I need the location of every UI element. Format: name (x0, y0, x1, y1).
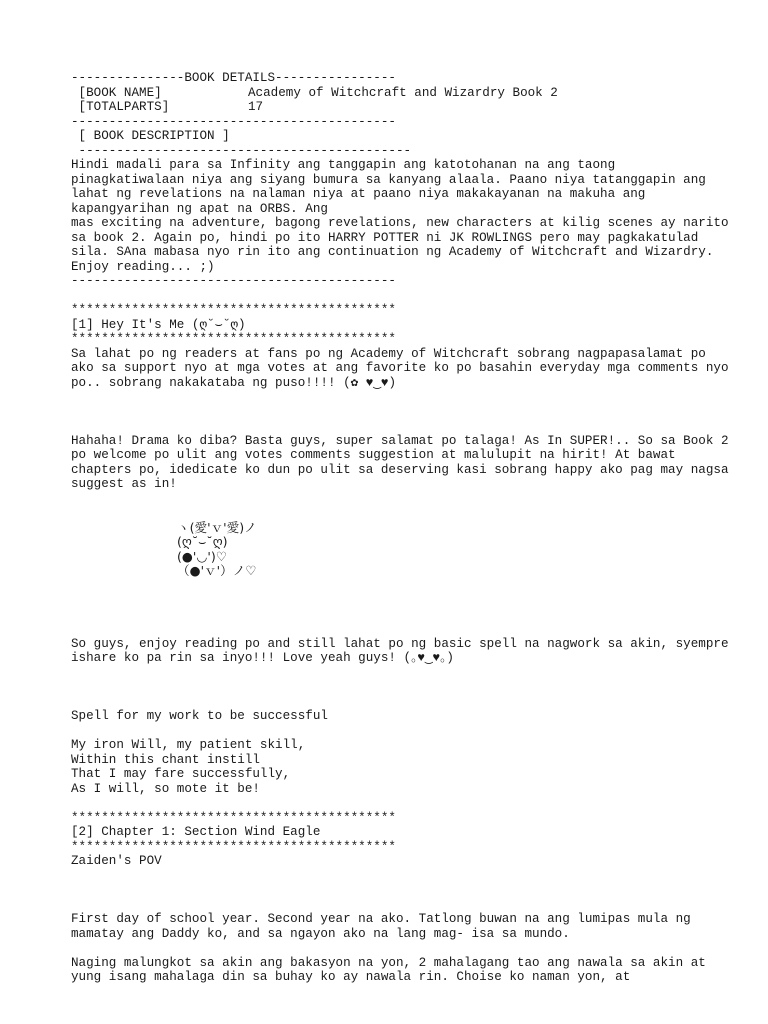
book-details-header: ---------------BOOK DETAILS---------------- (71, 71, 396, 85)
description-divider-top: -------------------------------------------- (71, 143, 412, 158)
total-parts-label: [TOTALPARTS] (71, 100, 170, 114)
document-page (71, 71, 731, 985)
section1-paragraph-3: So guys, enjoy reading po and still lahat po ng basic spell na nagwork sa akin, syempre ishare ko pa rin sa inyo!!! Love yeah guys! (｡♥‿♥｡) (71, 636, 729, 665)
kaomoji-row (71, 506, 731, 593)
kaomoji-2: (ღ˘⌣˘ღ) (177, 534, 228, 549)
total-parts-row (71, 100, 731, 115)
section2-paragraph-1: First day of school year. Second year na ako. Tatlong buwan na ang lumipas mula ng mamatay ang Daddy ko, and sa ngayon ako na lang mag- isa sa mundo. (71, 912, 691, 941)
spell-line-1: My iron Will, my patient skill, (71, 738, 306, 752)
book-name-value: Academy of Witchcraft and Wizardry Book 2 (248, 85, 558, 100)
kaomoji-4: （●'ｖ'）ノ♡ (177, 563, 257, 578)
total-parts-value: 17 (248, 100, 264, 114)
description-text-2: mas exciting na adventure, bagong revelations, new characters at kilig scenes ay narito sa book 2. Again po, hindi po ito HARRY POTTER ni JK ROWLINGS pero may pagkakatulad sila. SAna mabasa nyo rin ito ang continuation ng Academy of Witchcraft and Wizardry. (71, 216, 729, 259)
spell-line-3: That I may fare successfully, (71, 767, 291, 781)
section1-paragraph-2: Hahaha! Drama ko diba? Basta guys, super salamat po talaga! As In SUPER!.. So sa Book 2 po welcome po ulit ang votes comments suggestion at malulupit na hirit! At bawat chapters po, idedicate ko dun po ulit sa deserving kasi sobrang happy ako pag may nagsa suggest as in! (71, 433, 729, 491)
description-header: [ BOOK DESCRIPTION ] (71, 129, 230, 143)
spell-line-2: Within this chant instill (71, 752, 260, 767)
section1-paragraph-1: Sa lahat po ng readers at fans po ng Academy of Witchcraft sobrang nagpapasalamat po ako sa support nyo at mga votes at ang favorite ko po basahin everyday mga comments nyo po.. sobrang nakakataba ng puso!!!! (✿ ♥‿♥) (71, 346, 729, 390)
kaomoji-3: (●'◡')♡ (177, 548, 228, 564)
section1-title: [1] Hey It's Me (ღ˘⌣˘ღ) (71, 317, 246, 332)
section2-paragraph-2: Naging malungkot sa akin ang bakasyon na yon, 2 mahalagang tao ang nawala sa akin at yung isang mahalaga din sa buhay ko ay nawala rin. Choise ko naman yon, at (71, 955, 706, 984)
description-text-3: Enjoy reading... ;) (71, 259, 215, 274)
section2-title: [2] Chapter 1: Section Wind Eagle (71, 825, 321, 839)
kaomoji-1: ヽ(愛'ｖ'愛)ノ (177, 519, 257, 535)
book-name-row (71, 86, 731, 101)
pov-label: Zaiden's POV (71, 854, 162, 868)
book-details-divider: ------------------------------------------- (71, 114, 396, 129)
spell-line-4: As I will, so mote it be! (71, 781, 260, 796)
spell-title: Spell for my work to be successful (71, 709, 328, 723)
section1-stars-top: ******************************************* (71, 303, 396, 317)
description-text: Hindi madali para sa Infinity ang tanggapin ang katotohanan na ang taong pinagkatiwalaan niya ang siyang bumura sa kanyang alaala. Paano niya tatanggapin ang lahat ng revelations na nalaman niya at paano niya makakayanan na makuha ang kapangyarihan ng apat na ORBS. Ang (71, 158, 706, 216)
section2-stars-bottom: ******************************************* (71, 839, 396, 854)
description-divider-bottom: ------------------------------------------- (71, 274, 396, 288)
section1-stars-bottom: ******************************************* (71, 332, 396, 346)
section2-stars-top: ******************************************* (71, 810, 396, 825)
book-name-label: [BOOK NAME] (71, 85, 162, 100)
